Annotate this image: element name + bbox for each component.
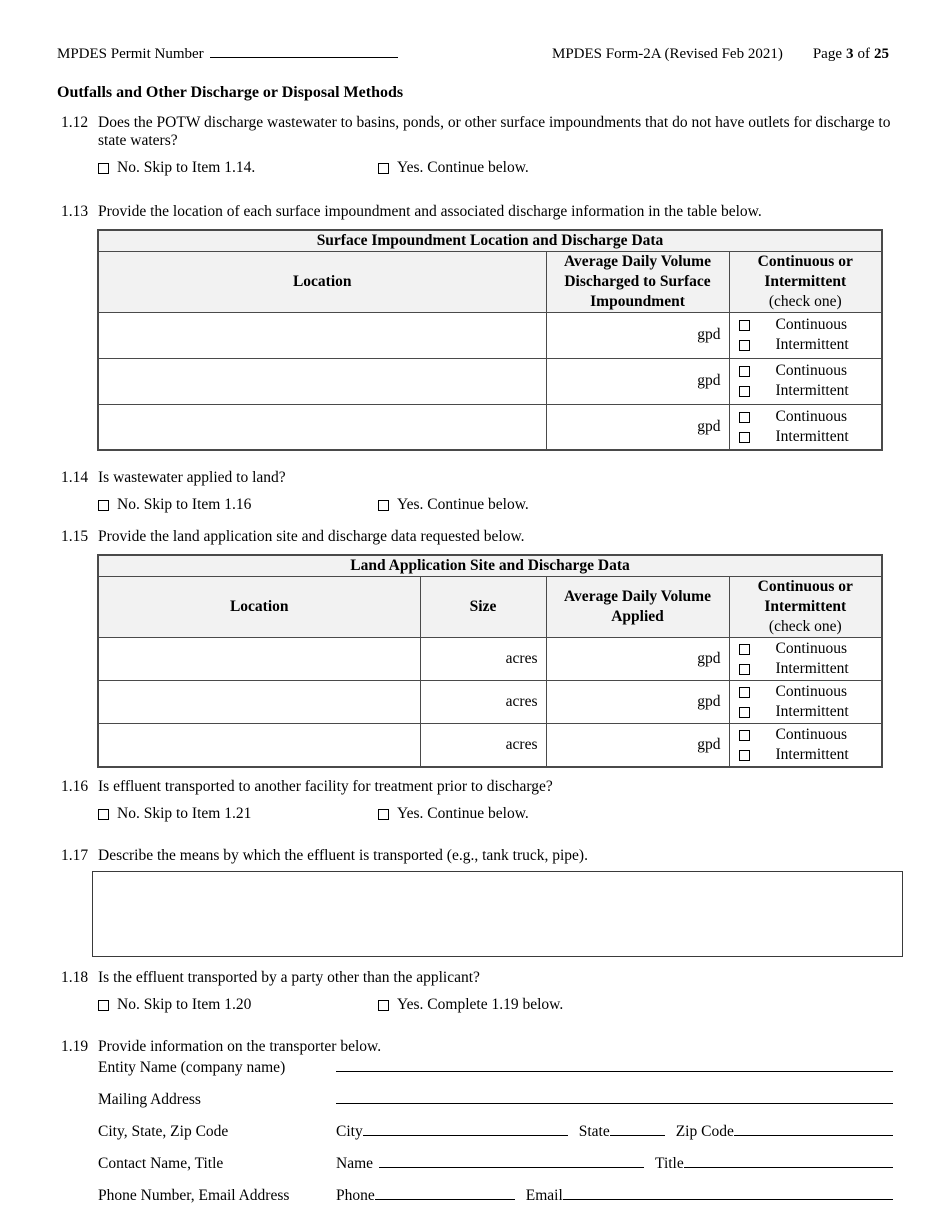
item-question: Describe the means by which the effluent is transported (e.g., tank truck, pipe). xyxy=(98,847,588,865)
column-header-location: Location xyxy=(98,251,546,312)
no-option-label: No. Skip to Item 1.21 xyxy=(117,805,252,823)
continuous-label: Continuous xyxy=(775,640,847,658)
location-input[interactable] xyxy=(98,358,546,404)
section-title: Outfalls and Other Discharge or Disposal Methods xyxy=(57,84,404,101)
city-state-zip-row xyxy=(98,1122,893,1154)
item-question: Provide information on the transporter below. xyxy=(98,1038,382,1056)
surface-impoundment-table xyxy=(97,229,883,451)
no-option-label: No. Skip to Item 1.14. xyxy=(117,159,256,176)
column-header-location: Location xyxy=(98,576,420,637)
phone-input[interactable] xyxy=(375,1186,515,1200)
item-question: Is wastewater applied to land? xyxy=(98,469,286,487)
table-row xyxy=(98,312,882,358)
item-number: 1.15 xyxy=(61,528,89,546)
unit-label: acres xyxy=(505,736,538,754)
size-input[interactable] xyxy=(420,681,546,724)
item-1-16 xyxy=(57,778,893,823)
location-input[interactable] xyxy=(98,724,420,768)
continuous-checkbox[interactable] xyxy=(739,730,750,741)
page-header xyxy=(57,44,893,63)
yes-option-label: Yes. Continue below. xyxy=(397,805,529,823)
table-title: Surface Impoundment Location and Discharge Data xyxy=(98,230,882,251)
item-number: 1.18 xyxy=(61,969,89,987)
item-number: 1.19 xyxy=(61,1038,89,1056)
continuous-label: Continuous xyxy=(775,726,847,744)
entity-name-row xyxy=(98,1058,893,1090)
location-input[interactable] xyxy=(98,681,420,724)
item-question: Is the effluent transported by a party other than the applicant? xyxy=(98,969,480,987)
column-header-continuous-intermittent: Continuous or Intermittent (check one) xyxy=(729,576,882,637)
item-question: Does the POTW discharge wastewater to basins, ponds, or other surface impoundments that do not have outlets for discharge to state waters? xyxy=(98,114,891,149)
continuous-label: Continuous xyxy=(775,683,847,701)
contact-title-input[interactable] xyxy=(684,1154,893,1168)
city-label: City xyxy=(336,1123,363,1141)
phone-label: Phone xyxy=(336,1187,375,1205)
yes-checkbox[interactable] xyxy=(378,809,389,820)
unit-label: gpd xyxy=(697,326,721,344)
volume-input[interactable] xyxy=(546,638,729,681)
phone-email-row xyxy=(98,1186,893,1218)
transport-description-textarea[interactable] xyxy=(92,871,903,957)
item-1-17 xyxy=(57,847,893,865)
continuous-checkbox[interactable] xyxy=(739,320,750,331)
item-1-19 xyxy=(57,1038,893,1056)
continuous-label: Continuous xyxy=(775,316,847,334)
volume-input[interactable] xyxy=(546,681,729,724)
land-application-table xyxy=(97,554,883,768)
table-row xyxy=(98,638,882,681)
location-input[interactable] xyxy=(98,312,546,358)
unit-label: gpd xyxy=(697,650,721,668)
item-question: Provide the location of each surface impoundment and associated discharge information in the table below. xyxy=(98,203,762,220)
contact-name-input[interactable] xyxy=(379,1154,644,1168)
item-number: 1.16 xyxy=(61,778,89,796)
column-header-size: Size xyxy=(420,576,546,637)
transporter-fields xyxy=(98,1058,893,1218)
unit-label: gpd xyxy=(697,736,721,754)
permit-number-input[interactable] xyxy=(210,44,398,58)
intermittent-checkbox[interactable] xyxy=(739,340,750,351)
contact-name-title-row xyxy=(98,1154,893,1186)
yes-option-label: Yes. Continue below. xyxy=(397,496,529,514)
column-header-volume: Average Daily Volume Discharged to Surface Impoundment xyxy=(546,251,729,312)
zip-code-label: Zip Code xyxy=(675,1123,734,1141)
item-question: Provide the land application site and discharge data requested below. xyxy=(98,528,525,546)
volume-input[interactable] xyxy=(546,358,729,404)
yes-checkbox[interactable] xyxy=(378,163,389,174)
unit-label: acres xyxy=(505,650,538,668)
item-1-18 xyxy=(57,969,893,1014)
yes-checkbox[interactable] xyxy=(378,500,389,511)
table-row xyxy=(98,724,882,768)
email-input[interactable] xyxy=(563,1186,893,1200)
no-checkbox[interactable] xyxy=(98,1000,109,1011)
mailing-address-input[interactable] xyxy=(336,1090,893,1104)
intermittent-label: Intermittent xyxy=(775,428,849,446)
column-header-volume: Average Daily Volume Applied xyxy=(546,576,729,637)
continuous-checkbox[interactable] xyxy=(739,412,750,423)
intermittent-label: Intermittent xyxy=(775,382,849,400)
intermittent-label: Intermittent xyxy=(775,660,849,678)
size-input[interactable] xyxy=(420,638,546,681)
item-number: 1.17 xyxy=(61,847,89,865)
location-input[interactable] xyxy=(98,638,420,681)
city-state-zip-label: City, State, Zip Code xyxy=(98,1123,229,1141)
unit-label: gpd xyxy=(697,418,721,436)
intermittent-checkbox[interactable] xyxy=(739,707,750,718)
no-option-label: No. Skip to Item 1.16 xyxy=(117,496,252,514)
intermittent-label: Intermittent xyxy=(775,746,849,764)
email-label: Email xyxy=(525,1187,563,1205)
continuous-checkbox[interactable] xyxy=(739,644,750,655)
state-input[interactable] xyxy=(610,1122,665,1136)
continuous-label: Continuous xyxy=(775,408,847,426)
entity-name-label: Entity Name (company name) xyxy=(98,1059,286,1077)
item-number: 1.14 xyxy=(61,469,89,487)
form-reference: MPDES Form-2A (Revised Feb 2021) xyxy=(551,46,783,62)
continuous-checkbox[interactable] xyxy=(739,687,750,698)
city-input[interactable] xyxy=(363,1122,568,1136)
location-input[interactable] xyxy=(98,404,546,450)
item-1-12 xyxy=(57,114,893,177)
no-option-label: No. Skip to Item 1.20 xyxy=(117,996,252,1014)
continuous-label: Continuous xyxy=(775,362,847,380)
item-1-14 xyxy=(57,469,893,514)
permit-number-label: MPDES Permit Number xyxy=(57,46,204,62)
entity-name-input[interactable] xyxy=(336,1058,893,1072)
item-question: Is effluent transported to another facility for treatment prior to discharge? xyxy=(98,778,553,796)
name-label: Name xyxy=(336,1155,374,1173)
intermittent-checkbox[interactable] xyxy=(739,432,750,443)
yes-option-label: Yes. Continue below. xyxy=(397,159,529,176)
phone-email-label: Phone Number, Email Address xyxy=(98,1187,290,1205)
unit-label: acres xyxy=(505,693,538,711)
mailing-address-label: Mailing Address xyxy=(98,1091,201,1109)
intermittent-label: Intermittent xyxy=(775,336,849,354)
yes-option-label: Yes. Complete 1.19 below. xyxy=(397,996,564,1014)
unit-label: gpd xyxy=(697,372,721,390)
table-row xyxy=(98,358,882,404)
title-label: Title xyxy=(655,1155,684,1173)
item-number: 1.13 xyxy=(61,203,89,220)
size-input[interactable] xyxy=(420,724,546,768)
state-label: State xyxy=(578,1123,610,1141)
no-checkbox[interactable] xyxy=(98,163,109,174)
no-checkbox[interactable] xyxy=(98,500,109,511)
table-title: Land Application Site and Discharge Data xyxy=(98,555,882,576)
intermittent-checkbox[interactable] xyxy=(739,750,750,761)
intermittent-label: Intermittent xyxy=(775,703,849,721)
table-row xyxy=(98,681,882,724)
column-header-continuous-intermittent: Continuous or Intermittent (check one) xyxy=(729,251,882,312)
zip-code-input[interactable] xyxy=(734,1122,893,1136)
intermittent-checkbox[interactable] xyxy=(739,664,750,675)
table-row xyxy=(98,404,882,450)
volume-input[interactable] xyxy=(546,312,729,358)
contact-name-title-label: Contact Name, Title xyxy=(98,1155,224,1173)
item-1-13 xyxy=(57,203,893,221)
mailing-address-row xyxy=(98,1090,893,1122)
yes-checkbox[interactable] xyxy=(378,1000,389,1011)
no-checkbox[interactable] xyxy=(98,809,109,820)
intermittent-checkbox[interactable] xyxy=(739,386,750,397)
item-number: 1.12 xyxy=(61,114,89,131)
unit-label: gpd xyxy=(697,693,721,711)
volume-input[interactable] xyxy=(546,404,729,450)
item-1-15 xyxy=(57,528,893,546)
page-indicator: Page 3 of 25 xyxy=(812,46,889,62)
volume-input[interactable] xyxy=(546,724,729,768)
continuous-checkbox[interactable] xyxy=(739,366,750,377)
